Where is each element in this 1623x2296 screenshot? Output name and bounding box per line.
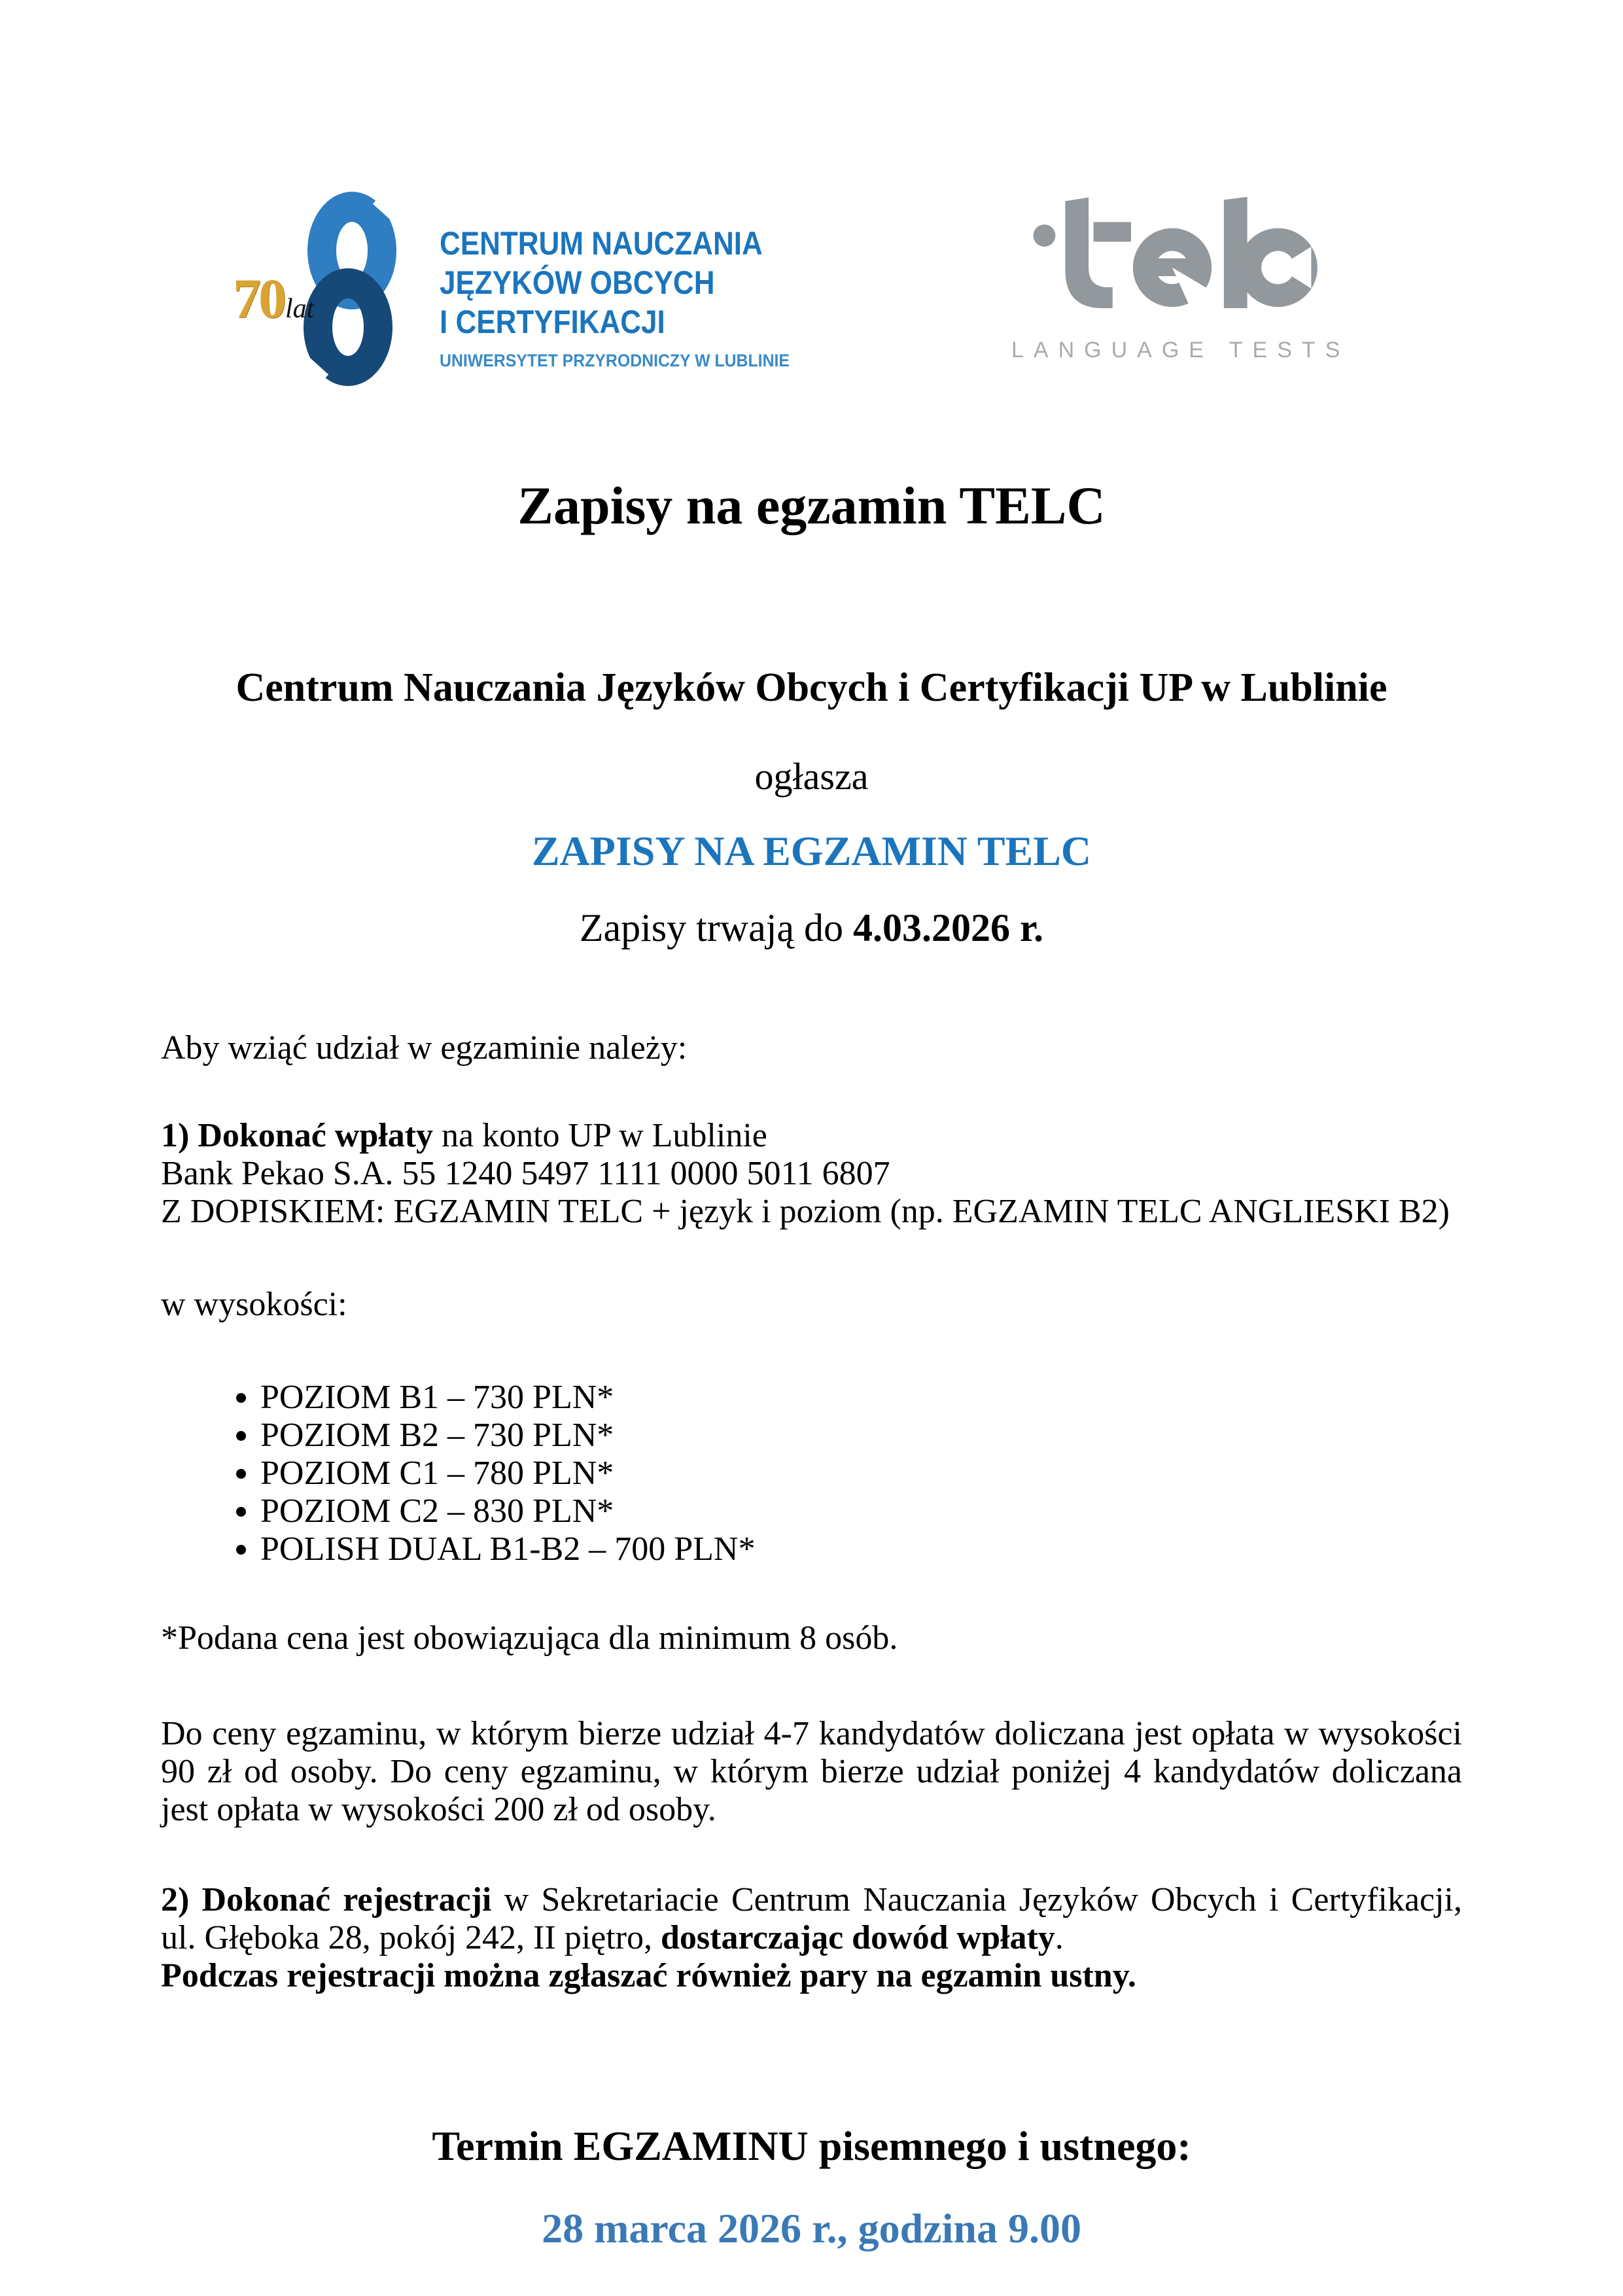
amount-intro: w wysokości: (161, 1286, 347, 1323)
step1-lead-rest: na konto UP w Lublinie (433, 1117, 767, 1154)
bank-account-line: Bank Pekao S.A. 55 1240 5497 1111 0000 5011 6807 (161, 1155, 890, 1192)
price-item-polish-dual: • POLISH DUAL B1-B2 – 700 PLN* (260, 1530, 1462, 1568)
anniversary-number: 70 (233, 267, 284, 330)
step2-mid-text: w Sekretariacie Centrum Nauczania Języków Obcych i Certyfikacji, ul. Głęboka 28, pokój 242, II piętro, (161, 1881, 1462, 1956)
step1-lead-bold: 1) Dokonać wpłaty (161, 1117, 434, 1154)
exam-date-value: 28 marca 2026 r., godzina 9.00 (542, 2205, 1081, 2252)
cnjoic-logo (233, 188, 820, 389)
step2-proof-bold: dostarczając dowód wpłaty (660, 1919, 1055, 1956)
requirements-intro: Aby wziąć udział w egzaminie należy: (161, 1029, 688, 1067)
price-item-b1: • POZIOM B1 – 730 PLN* (260, 1379, 1462, 1417)
oral-pairs-note: Podczas rejestracji można zgłaszać również pary na egzamin ustny. (161, 1957, 1136, 1994)
deadline-date: 4.03.2026 r. (853, 906, 1044, 949)
cnjoic-subtitle: UNIWERSYTET PRZYRODNICZY W LUBLINIE (440, 350, 790, 370)
cnjoic-logo-text (440, 207, 820, 371)
deadline-prefix: Zapisy trwają do (579, 906, 854, 949)
price-item-c1: • POZIOM C1 – 780 PLN* (260, 1455, 1462, 1492)
header-logos (0, 0, 1623, 389)
deadline-line (0, 906, 1623, 951)
telc-subtitle: LANGUAGE TESTS (1011, 338, 1350, 362)
transfer-note-line: Z DOPISKIEM: EGZAMIN TELC + język i poziom (np. EGZAMIN TELC ANGLIESKI B2) (161, 1193, 1450, 1230)
price-item-c2: • POZIOM C2 – 830 PLN* (260, 1492, 1462, 1530)
price-item-b2: • POZIOM B2 – 730 PLN* (260, 1417, 1462, 1455)
document-body (161, 1029, 1462, 1995)
step2-tail: . (1055, 1919, 1064, 1956)
cnjoic-line1: CENTRUM NAUCZANIA (440, 224, 763, 262)
step1-lead-line (161, 1117, 1462, 1155)
exam-date-heading: Termin EGZAMINU pisemnego i ustnego: (432, 2123, 1191, 2169)
cnjoic-line2: JĘZYKÓW OBCYCH (440, 264, 715, 301)
telc-wordmark-icon (1024, 195, 1319, 318)
step1-payment-block (161, 1117, 1462, 1231)
announces-line: ogłasza (754, 755, 869, 798)
anniversary-word: lat (285, 294, 315, 324)
cnjoic-line3: I CERTYFIKACJI (440, 303, 665, 340)
cnjoic-chain-s-icon (233, 188, 427, 389)
surcharge-paragraph: Do ceny egzaminu, w którym bierze udział 4-7 kandydatów doliczana jest opłata w wysokości 90 zł od osoby. Do ceny egzaminu, w którym bierze udział poniżej 4 kandydatów doliczana jest opłata w wysokości 200 zł od osoby. (161, 1715, 1462, 1828)
price-list (161, 1379, 1462, 1568)
organization-heading: Centrum Nauczania Języków Obcych i Certyfikacji UP w Lublinie (236, 665, 1387, 710)
page-title: Zapisy na egzamin TELC (517, 476, 1106, 535)
announcement-heading: ZAPISY NA EGZAMIN TELC (531, 828, 1092, 874)
step2-registration-block (161, 1881, 1462, 1995)
telc-logo (1002, 188, 1350, 363)
step2-lead-bold: 2) Dokonać rejestracji (161, 1881, 492, 1918)
price-footnote: *Podana cena jest obowiązująca dla minimum 8 osób. (161, 1619, 898, 1657)
anniversary-70-lat-badge (233, 266, 314, 331)
